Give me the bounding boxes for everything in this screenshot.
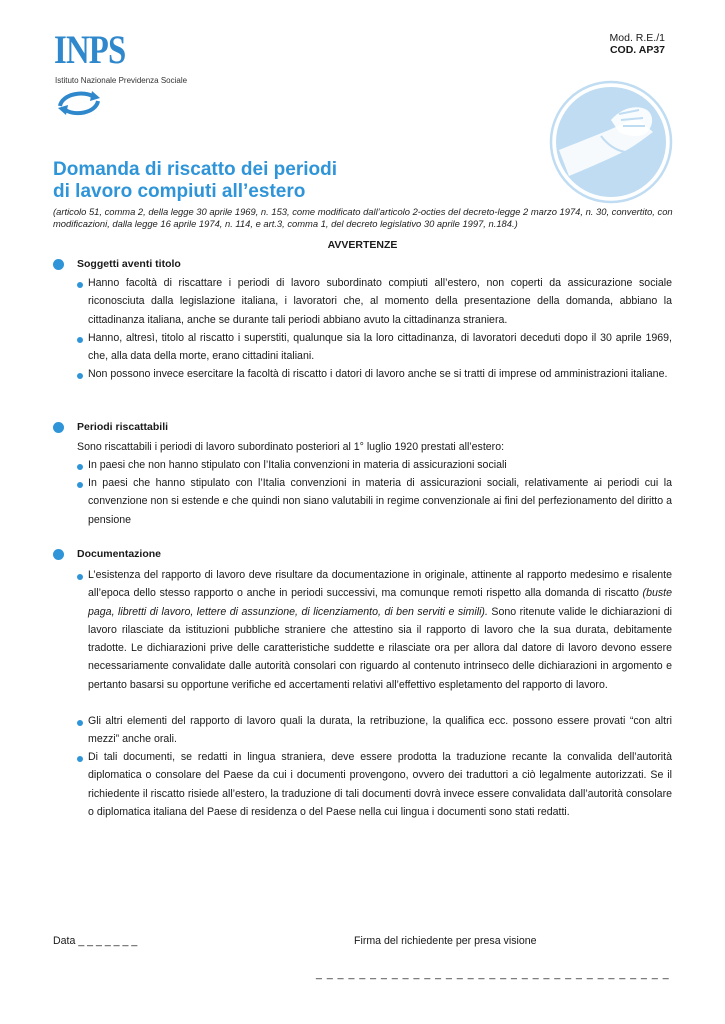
doc-b1-text-2: Sono ritenute valide le dichiarazioni di lavoro rilasciate da istituzioni pubbliche straniere che attestino sia il rapporto di lavoro che la sua durata, debitamente tradotte. Le dichiarazioni prive delle caratteristiche suddette e rilasciate ora per allora dal datore di lavoro devono essere necessariamente convalidate dalle autorità consolari con riguardo al contenuto intrinseco delle dichiarazioni in argomento e pertanto basarsi su opportune verifiche ed accertamenti relativi all’effettivo espletamento del rapporto di lavoro.: [88, 605, 672, 691]
bullet-dot-icon: [77, 282, 83, 288]
bullet-dot-icon: [77, 482, 83, 488]
bullet-dot-icon: [77, 373, 83, 379]
cod-number: COD. AP37: [609, 44, 665, 56]
bullet-dot-icon: [77, 337, 83, 343]
section-dot-icon: [53, 422, 64, 433]
bullet-dot-icon: [77, 464, 83, 470]
avvertenze-heading: AVVERTENZE: [327, 239, 398, 251]
inps-logo-subtitle: Istituto Nazionale Previdenza Sociale: [55, 76, 188, 85]
section-heading-documentazione: Documentazione: [77, 548, 162, 560]
section-heading-soggetti: Soggetti aventi titolo: [77, 258, 181, 270]
date-field-label: Data _ _ _ _ _ _ _: [53, 935, 138, 947]
documentazione-bullet-2: Gli altri elementi del rapporto di lavoro quali la durata, la retribuzione, la qualifica ecc. possono essere provati “con altri mezzi” anche orali.: [88, 715, 672, 746]
signature-line: _ _ _ _ _ _ _ _ _ _ _ _ _ _ _ _ _ _ _ _ _ _ _ _ _ _ _ _ _ _ _ _ _: [316, 968, 670, 980]
doc-b1-examples: (buste paga, libretti di lavoro, lettere di assunzione, di licenziamento, di ben serviti e simili).: [88, 587, 672, 618]
soggetti-bullet-1: Hanno facoltà di riscattare i periodi di lavoro subordinato compiuti all’estero, non coperti da assicurazione sociale riconosciuta dalla legislazione italiana, i lavoratori che, al momento della presentazione della domanda, abbiano la cittadinanza italiana, anche se durante tali periodi abbiano avuto la cittadinanza straniera.: [88, 277, 672, 326]
bullet-dot-icon: [77, 720, 83, 726]
bullet-dot-icon: [77, 574, 83, 580]
section-heading-periodi: Periodi riscattabili: [77, 421, 169, 433]
title-line-1: Domanda di riscatto dei periodi: [53, 159, 337, 180]
mod-number: Mod. R.E./1: [609, 32, 665, 44]
inps-arrows-icon: [54, 88, 104, 118]
signature-label: Firma del richiedente per presa visione: [354, 935, 537, 947]
soggetti-bullet-2: Hanno, altresì, titolo al riscatto i superstiti, qualunque sia la loro cittadinanza, di lavoratori deceduti dopo il 30 aprile 1969, che, alla data della morte, erano cittadini italiani.: [88, 332, 672, 363]
soggetti-bullet-3: Non possono invece esercitare la facoltà di riscatto i datori di lavoro anche se si tratti di imprese od amministrazioni italiane.: [88, 368, 668, 380]
documentazione-bullet-1: [88, 566, 672, 694]
legal-reference: (articolo 51, comma 2, della legge 30 aprile 1969, n. 153, come modificato dall’articolo 2-octies del decreto-legge 2 marzo 1974, n. 30, convertito, con modificazioni, dalla legge 16 aprile 1974, n. 114, e art.3, comma 1, del decreto legislativo 30 aprile 1997, n.184.): [53, 206, 673, 229]
title-line-2: di lavoro compiuti all’estero: [53, 181, 306, 202]
inps-logo-text: INPS: [54, 27, 126, 72]
periodi-bullet-2: In paesi che hanno stipulato con l’Italia convenzioni in materia di assicurazioni sociali, relativamente ai periodi cui la convenzione non si estende e che quindi non siano valutabili in regime convenzionale ai fini del perfezionamento del diritto a pensione: [88, 477, 672, 526]
periodi-bullet-1: In paesi che non hanno stipulato con l’Italia convenzioni in materia di assicurazioni sociali: [88, 459, 507, 471]
section-dot-icon: [53, 259, 64, 270]
form-code-block: [610, 32, 665, 56]
periodi-intro: Sono riscattabili i periodi di lavoro subordinato posteriori al 1° luglio 1920 prestati all’estero:: [77, 441, 505, 453]
section-dot-icon: [53, 549, 64, 560]
documentazione-bullet-3: Di tali documenti, se redatti in lingua straniera, deve essere prodotta la traduzione recante la convalida dell’autorità diplomatica o consolare del Paese da cui i documenti provengono, ovvero dei traduttori a ciò legalmente autorizzati. Se il richiedente il riscatto risiede all’estero, la traduzione di tali documenti dovrà invece essere convalidata dall’autorità consolare o diplomatica italiana del Paese di residenza o del Paese nella cui lingua i documenti sono stati redatti.: [88, 751, 672, 818]
bullet-dot-icon: [77, 756, 83, 762]
doc-b1-text-1: L’esistenza del rapporto di lavoro deve risultare da documentazione in originale, attinente al rapporto medesimo e risalente all’epoca dello stesso rapporto o anche in periodi successivi, ma comunque remoti rispetto alla domanda di riscatto: [88, 569, 672, 600]
handshake-emblem-icon: [549, 80, 673, 204]
document-title: [53, 159, 337, 203]
